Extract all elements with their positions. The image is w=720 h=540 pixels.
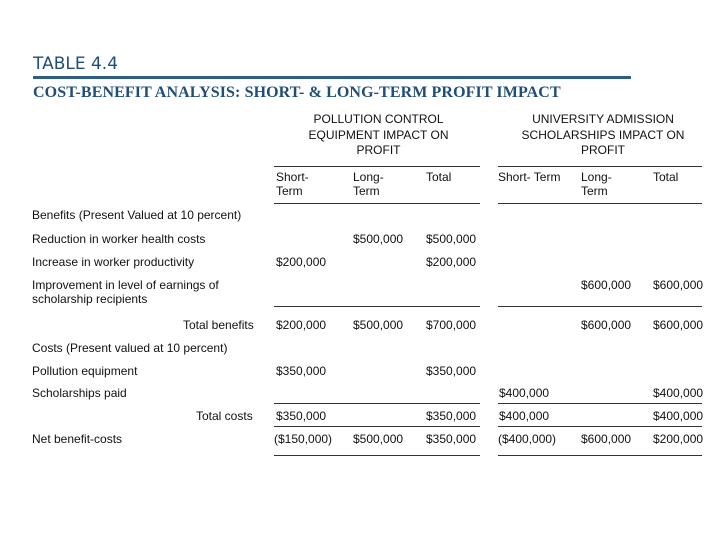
total-rule-scholarships [498,426,702,427]
row-label: Pollution equipment [32,364,138,378]
table-cell: $500,000 [353,232,404,246]
table-cell: ($150,000) [274,432,333,446]
net-rule-scholarships [498,455,702,456]
col-header-scholarships-total: Total [653,170,679,184]
table-cell: $350,000 [276,364,327,378]
table-cell: $600,000 [581,278,632,292]
table-cell: $350,000 [426,364,477,378]
subtotal-rule-costs-pollution [274,403,480,404]
row-label-net: Net benefit-costs [32,432,123,446]
group-header-pollution: POLLUTION CONTROL EQUIPMENT IMPACT ON PROFIT [308,112,449,157]
table-cell: ($400,000) [498,432,557,446]
total-rule-pollution [274,426,480,427]
table-cell: $350,000 [426,409,477,423]
group-header-rule-pollution [274,166,480,167]
section-label-costs: Costs (Present valued at 10 percent) [32,341,228,355]
col-header-pollution-short-term: Short- Term [276,170,309,198]
table-cell: $400,000 [499,386,550,400]
col-header-scholarships-long-term: Long- Term [581,170,612,198]
row-label: Reduction in worker health costs [32,232,206,246]
table-cell: $200,000 [426,255,477,269]
col-header-pollution-long-term: Long- Term [353,170,384,198]
col-header-rule-pollution [274,203,480,204]
subtotal-rule-costs-scholarships [498,403,702,404]
table-cell: $600,000 [581,432,632,446]
table-cell: $500,000 [426,232,477,246]
col-header-pollution-total: Total [426,170,452,184]
col-header-scholarships-short-term: Short- Term [498,170,561,184]
table-cell: $600,000 [581,318,632,332]
section-label-benefits: Benefits (Present Valued at 10 percent) [32,208,242,222]
table-cell: $400,000 [499,409,550,423]
table-cell: $350,000 [426,432,477,446]
col-header-rule-scholarships [498,203,702,204]
subtotal-rule-benefits-scholarships [498,306,702,307]
table-cell: $500,000 [353,318,404,332]
row-label-total-benefits: Total benefits [183,318,254,332]
table-subtitle: COST-BENEFIT ANALYSIS: SHORT- & LONG-TERM PROFIT IMPACT [33,84,561,101]
table-title: TABLE 4.4 [33,54,119,74]
table-cell: $500,000 [353,432,404,446]
table-cell: $350,000 [276,409,327,423]
table-cell: $600,000 [653,278,704,292]
table-cell: $400,000 [653,409,704,423]
table-cell: $200,000 [276,255,327,269]
net-rule-pollution [274,455,480,456]
row-label-total-costs: Total costs [196,409,253,423]
group-header-rule-scholarships [498,166,702,167]
title-underline [33,76,631,79]
row-label: Scholarships paid [32,386,127,400]
group-header-scholarships: UNIVERSITY ADMISSION SCHOLARSHIPS IMPACT ON PROFIT [521,112,685,157]
table-cell: $600,000 [653,318,704,332]
row-label: Increase in worker productivity [32,255,195,269]
row-label: Improvement in level of earnings of scholarship recipients [32,278,219,306]
table-cell: $700,000 [426,318,477,332]
table-cell: $400,000 [653,386,704,400]
table-cell: $200,000 [653,432,704,446]
table-cell: $200,000 [276,318,327,332]
subtotal-rule-benefits-pollution [274,306,480,307]
